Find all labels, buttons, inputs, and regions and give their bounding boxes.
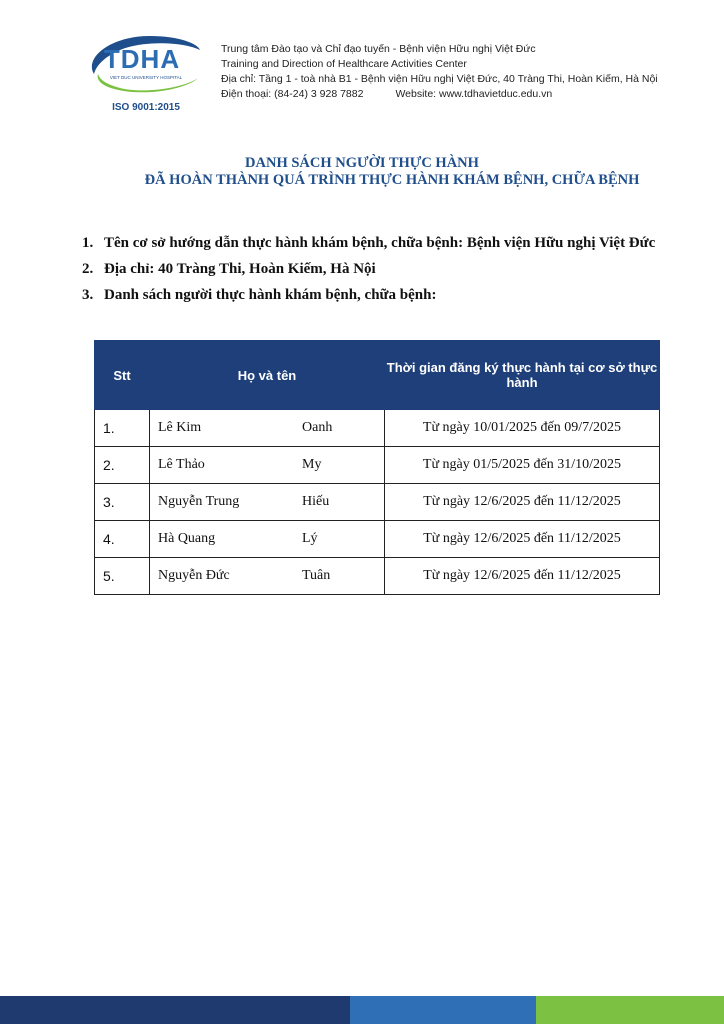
cell-stt: 3. bbox=[95, 484, 150, 521]
cell-name bbox=[150, 558, 385, 595]
footer-bar-navy bbox=[0, 996, 350, 1024]
footer-color-bar bbox=[0, 996, 724, 1024]
cell-stt: 4. bbox=[95, 521, 150, 558]
title-line-1: DANH SÁCH NGƯỜI THỰC HÀNH bbox=[245, 155, 479, 171]
cell-stt: 5. bbox=[95, 558, 150, 595]
cell-time: Từ ngày 01/5/2025 đến 31/10/2025 bbox=[385, 447, 660, 484]
list-text: Tên cơ sở hướng dẫn thực hành khám bệnh, chữa bệnh: Bệnh viện Hữu nghị Việt Đức bbox=[104, 235, 656, 251]
org-address: Địa chỉ: Tầng 1 - toà nhà B1 - Bệnh viện Hữu nghị Việt Đức, 40 Tràng Thi, Hoàn Kiếm, Hà Nội bbox=[221, 73, 658, 85]
last-name: Oanh bbox=[302, 420, 333, 435]
table-row bbox=[95, 484, 660, 521]
first-name: Hà Quang bbox=[158, 531, 216, 546]
header-stt: Stt bbox=[95, 341, 150, 410]
list-text: Địa chỉ: 40 Tràng Thi, Hoàn Kiếm, Hà Nội bbox=[104, 261, 376, 277]
info-list bbox=[82, 231, 682, 309]
cell-name bbox=[150, 447, 385, 484]
trainee-table bbox=[94, 340, 660, 595]
list-text: Danh sách người thực hành khám bệnh, chữa bệnh: bbox=[104, 287, 437, 303]
cell-time: Từ ngày 12/6/2025 đến 11/12/2025 bbox=[385, 484, 660, 521]
org-name-vi: Trung tâm Đào tạo và Chỉ đạo tuyến - Bệnh viện Hữu nghị Việt Đức bbox=[221, 43, 536, 55]
org-phone: Điện thoại: (84-24) 3 928 7882 bbox=[221, 88, 364, 100]
list-number: 1. bbox=[82, 235, 94, 251]
letterhead bbox=[0, 0, 724, 120]
cell-name bbox=[150, 521, 385, 558]
header-time: Thời gian đăng ký thực hành tại cơ sở thực hành bbox=[385, 341, 660, 410]
cell-stt: 1. bbox=[95, 410, 150, 447]
cell-time: Từ ngày 12/6/2025 đến 11/12/2025 bbox=[385, 521, 660, 558]
table-row bbox=[95, 558, 660, 595]
tdha-logo bbox=[80, 30, 210, 120]
first-name: Nguyễn Trung bbox=[158, 494, 240, 509]
header-name: Họ và tên bbox=[150, 341, 385, 410]
list-item bbox=[82, 231, 682, 255]
last-name: My bbox=[302, 457, 322, 472]
list-number: 2. bbox=[82, 261, 94, 277]
logo-tagline: VIET DUC UNIVERSITY HOSPITAL bbox=[109, 75, 183, 80]
list-item bbox=[82, 257, 682, 281]
first-name: Lê Kim bbox=[158, 420, 202, 435]
first-name: Nguyễn Đức bbox=[158, 568, 230, 583]
cell-name bbox=[150, 410, 385, 447]
organization-info bbox=[221, 42, 658, 102]
last-name: Tuân bbox=[302, 568, 331, 583]
cell-name bbox=[150, 484, 385, 521]
iso-label: ISO 9001:2015 bbox=[112, 102, 180, 113]
last-name: Lý bbox=[302, 531, 318, 546]
footer-bar-blue bbox=[350, 996, 536, 1024]
first-name: Lê Thảo bbox=[158, 457, 205, 472]
table-row bbox=[95, 447, 660, 484]
cell-time: Từ ngày 10/01/2025 đến 09/7/2025 bbox=[385, 410, 660, 447]
org-name-en: Training and Direction of Healthcare Activities Center bbox=[221, 58, 467, 70]
table-row bbox=[95, 410, 660, 447]
title-line-2: ĐÃ HOÀN THÀNH QUÁ TRÌNH THỰC HÀNH KHÁM BỆNH, CHỮA BỆNH bbox=[144, 172, 640, 188]
logo-brand: TDHA bbox=[103, 44, 181, 74]
footer-bar-green bbox=[536, 996, 724, 1024]
table-header-row bbox=[95, 341, 660, 410]
list-number: 3. bbox=[82, 287, 94, 303]
cell-stt: 2. bbox=[95, 447, 150, 484]
cell-time: Từ ngày 12/6/2025 đến 11/12/2025 bbox=[385, 558, 660, 595]
table-row bbox=[95, 521, 660, 558]
org-website: Website: www.tdhavietduc.edu.vn bbox=[395, 88, 553, 100]
document-title bbox=[0, 155, 724, 189]
list-item bbox=[82, 283, 682, 307]
last-name: Hiếu bbox=[302, 494, 330, 509]
